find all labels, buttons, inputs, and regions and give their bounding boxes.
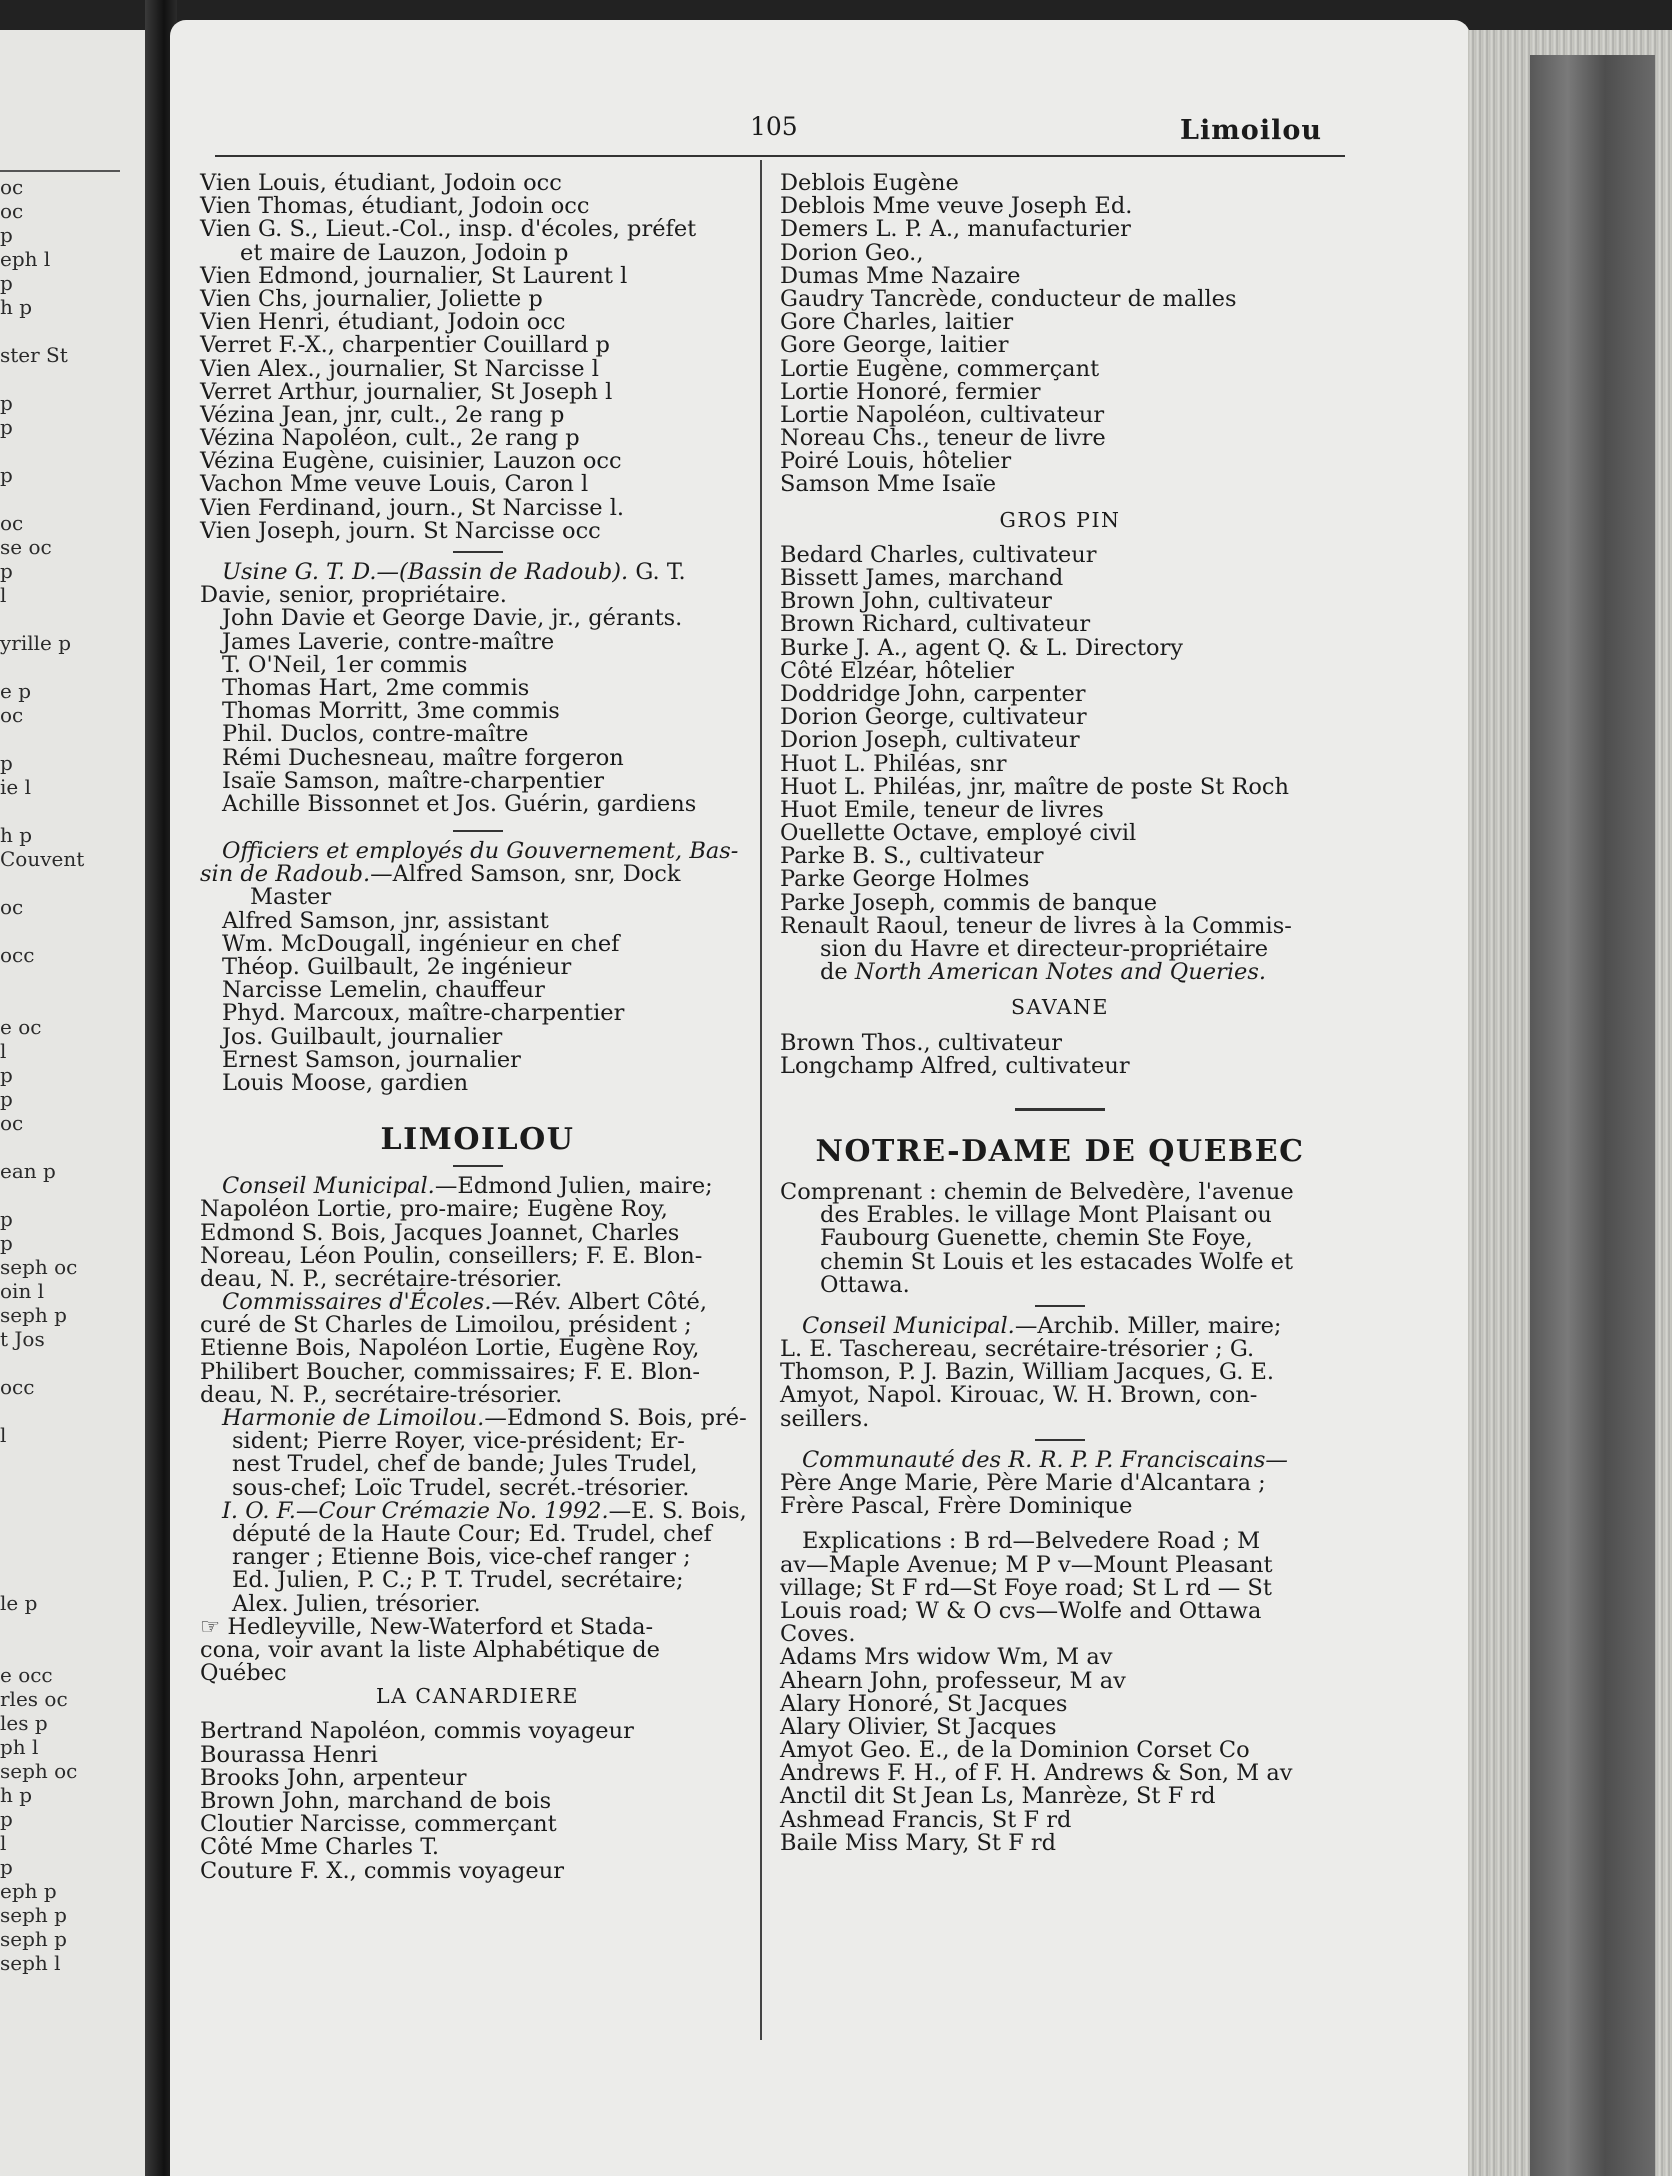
directory-entry: Poiré Louis, hôtelier bbox=[780, 448, 1012, 475]
directory-entry: Huot L. Philéas, jnr, maître de poste St Roch bbox=[780, 773, 1290, 800]
directory-entry: Alary Olivier, St Jacques bbox=[780, 1713, 1057, 1740]
previous-page-line: occ bbox=[0, 943, 35, 967]
staff-entry: Louis Moose, gardien bbox=[222, 1069, 469, 1096]
paragraph-line: nest Trudel, chef de bande; Jules Trudel, bbox=[232, 1451, 698, 1478]
previous-page-line bbox=[0, 1351, 145, 1375]
paragraph-line: Noreau, Léon Poulin, conseillers; F. E. Blon- bbox=[200, 1242, 703, 1269]
previous-page-line: p bbox=[0, 1063, 13, 1087]
directory-entry: Ouellette Octave, employé civil bbox=[780, 820, 1137, 847]
previous-page-line: h p bbox=[0, 823, 33, 847]
previous-page-line bbox=[0, 919, 145, 943]
canardiere-entries bbox=[200, 1720, 755, 1882]
directory-entry: Bedard Charles, cultivateur bbox=[780, 541, 1097, 568]
previous-page-line bbox=[0, 1615, 145, 1639]
staff-entry: Ernest Samson, journalier bbox=[222, 1046, 521, 1073]
paragraph-line: ranger ; Etienne Bois, vice-chef ranger ; bbox=[232, 1544, 691, 1571]
previous-page-line bbox=[0, 967, 145, 991]
previous-page-rule bbox=[0, 170, 120, 172]
iof-paragraph: I. O. F.—Cour Crémazie No. 1992.—E. S. Bois, bbox=[222, 1497, 747, 1524]
officiers-title: Officiers et employés du Gouvernement, Bas- bbox=[222, 838, 739, 865]
directory-entry: Adams Mrs widow Wm, M av bbox=[780, 1644, 1113, 1671]
paragraph-line: sident; Pierre Royer, vice-président; Er- bbox=[232, 1428, 685, 1455]
usine-title: Usine G. T. D.—(Bassin de Radoub). G. T. bbox=[222, 559, 686, 585]
previous-page-line bbox=[0, 607, 145, 631]
directory-entry: Vien Chs, journalier, Joliette p bbox=[200, 285, 543, 312]
harmonie-paragraph: Harmonie de Limoilou.—Edmond S. Bois, pré- bbox=[222, 1405, 747, 1431]
paragraph-line: sous-chef; Loïc Trudel, secrét.-trésorier. bbox=[232, 1474, 690, 1501]
directory-entry: Lortie Honoré, fermier bbox=[780, 378, 1041, 405]
directory-entry: Gaudry Tancrède, conducteur de malles bbox=[780, 285, 1237, 312]
previous-page-line bbox=[0, 1519, 145, 1543]
running-head: Limoilou bbox=[1180, 115, 1322, 146]
previous-page-line: l bbox=[0, 583, 7, 607]
previous-page-line bbox=[0, 439, 145, 463]
paragraph-line: L. E. Taschereau, secrétaire-trésorier ; G. bbox=[780, 1336, 1255, 1363]
gros-pin-entries bbox=[780, 541, 1340, 986]
previous-page-line: e oc bbox=[0, 1015, 42, 1039]
directory-entry: Vien Edmond, journalier, St Laurent l bbox=[200, 262, 628, 289]
paragraph-line: seillers. bbox=[780, 1405, 870, 1432]
directory-entry-continuation: et maire de Lauzon, Jodoin p bbox=[240, 239, 569, 266]
previous-page-line: ph l bbox=[0, 1735, 39, 1759]
book-cover-edge bbox=[1530, 55, 1655, 2176]
section-rule bbox=[453, 551, 503, 553]
directory-entry: Vien Thomas, étudiant, Jodoin occ bbox=[200, 193, 590, 220]
directory-entry: Brown Richard, cultivateur bbox=[780, 611, 1091, 638]
paragraph-line: cona, voir avant la liste Alphabétique de bbox=[200, 1636, 660, 1663]
directory-entry: Huot Emile, teneur de livres bbox=[780, 796, 1104, 823]
paragraph-line: deau, N. P., secrétaire-trésorier. bbox=[200, 1381, 563, 1408]
previous-page-line: e occ bbox=[0, 1663, 53, 1687]
directory-entry: Ahearn John, professeur, M av bbox=[780, 1667, 1126, 1694]
previous-page-lines bbox=[0, 175, 145, 1975]
previous-page-line bbox=[0, 655, 145, 679]
directory-entry: Longchamp Alfred, cultivateur bbox=[780, 1052, 1130, 1079]
directory-entry: Gore Charles, laitier bbox=[780, 309, 1014, 336]
previous-page-line bbox=[0, 871, 145, 895]
previous-page-line: ie l bbox=[0, 775, 31, 799]
previous-page-line: p bbox=[0, 1231, 13, 1255]
directory-entry: Vien Joseph, journ. St Narcisse occ bbox=[200, 517, 601, 544]
previous-page-fragment bbox=[0, 30, 145, 2176]
previous-page-line: p bbox=[0, 271, 13, 295]
previous-page-line: p bbox=[0, 559, 13, 583]
directory-entry: Vézina Jean, jnr, cult., 2e rang p bbox=[200, 401, 565, 428]
previous-page-line bbox=[0, 1495, 145, 1519]
directory-entry: Cloutier Narcisse, commerçant bbox=[200, 1811, 557, 1838]
previous-page-line bbox=[0, 487, 145, 511]
previous-page-line: oc bbox=[0, 199, 24, 223]
previous-page-line: oc bbox=[0, 511, 24, 535]
paragraph-line: Thomson, P. J. Bazin, William Jacques, G. E. bbox=[780, 1359, 1275, 1386]
gros-pin-heading: GROS PIN bbox=[999, 507, 1121, 532]
previous-page-line: le p bbox=[0, 1591, 38, 1615]
left-column bbox=[200, 172, 755, 1883]
directory-entry: Doddridge John, carpenter bbox=[780, 680, 1086, 707]
previous-page-line: oc bbox=[0, 703, 24, 727]
header-rule bbox=[215, 155, 1345, 157]
previous-page-line: p bbox=[0, 415, 13, 439]
previous-page-line bbox=[0, 1135, 145, 1159]
previous-page-line: seph p bbox=[0, 1903, 67, 1927]
directory-entry: Baile Miss Mary, St F rd bbox=[780, 1829, 1057, 1856]
directory-entry: Vien Henri, étudiant, Jodoin occ bbox=[200, 309, 566, 336]
directory-entry: Vien Louis, étudiant, Jodoin occ bbox=[200, 170, 562, 196]
paragraph-line: Frère Pascal, Frère Dominique bbox=[780, 1493, 1133, 1520]
staff-entry: Achille Bissonnet et Jos. Guérin, gardiens bbox=[222, 790, 697, 817]
staff-entry: John Davie et George Davie, jr., gérants. bbox=[222, 605, 683, 632]
previous-page-line bbox=[0, 1567, 145, 1591]
section-rule bbox=[1035, 1439, 1085, 1441]
directory-entry: Andrews F. H., of F. H. Andrews & Son, M av bbox=[780, 1760, 1293, 1787]
paragraph-line: Québec bbox=[200, 1660, 287, 1687]
directory-entry: Alary Honoré, St Jacques bbox=[780, 1690, 1068, 1717]
paragraph-line: curé de St Charles de Limoilou, président ; bbox=[200, 1312, 692, 1339]
paragraph-line: Philibert Boucher, commissaires; F. E. Blon- bbox=[200, 1358, 701, 1385]
paragraph-line: des Erables. le village Mont Plaisant ou bbox=[820, 1202, 1272, 1229]
previous-page-line: p bbox=[0, 391, 13, 415]
staff-entry: Rémi Duchesneau, maître forgeron bbox=[222, 744, 624, 771]
previous-page-line: e p bbox=[0, 679, 31, 703]
staff-entry: T. O'Neil, 1er commis bbox=[222, 651, 468, 678]
officiers-title-cont: Master bbox=[250, 884, 332, 911]
directory-entry: Parke Joseph, commis de banque bbox=[780, 889, 1158, 916]
savane-heading: SAVANE bbox=[1011, 995, 1109, 1020]
commissaires-paragraph: Commissaires d'Écoles.—Rév. Albert Côté, bbox=[222, 1289, 707, 1316]
paragraph-line: Edmond S. Bois, Jacques Joannet, Charles bbox=[200, 1219, 680, 1246]
staff-entry: Narcisse Lemelin, chauffeur bbox=[222, 977, 545, 1004]
directory-entry: Brown John, cultivateur bbox=[780, 588, 1052, 615]
savane-entries bbox=[780, 1029, 1340, 1079]
canardiere-heading: LA CANARDIERE bbox=[376, 1684, 579, 1709]
previous-page-line: p bbox=[0, 463, 13, 487]
page-number: 105 bbox=[750, 112, 798, 141]
previous-page-line: ster St bbox=[0, 343, 68, 367]
directory-entry: Dorion George, cultivateur bbox=[780, 704, 1087, 731]
directory-entry: Lortie Eugène, commerçant bbox=[780, 355, 1100, 382]
previous-page-line: eph l bbox=[0, 247, 51, 271]
officiers-title-cont: sin de Radoub.—Alfred Samson, snr, Dock bbox=[200, 861, 681, 888]
previous-page-line: ean p bbox=[0, 1159, 56, 1183]
previous-page-line: les p bbox=[0, 1711, 48, 1735]
previous-page-line: rles oc bbox=[0, 1687, 68, 1711]
notre-dame-entries bbox=[780, 1646, 1340, 1855]
section-rule bbox=[1035, 1305, 1085, 1307]
directory-entry: Demers L. P. A., manufacturier bbox=[780, 216, 1131, 243]
previous-page-line bbox=[0, 319, 145, 343]
directory-entry: Brown Thos., cultivateur bbox=[780, 1029, 1063, 1056]
previous-page-line bbox=[0, 991, 145, 1015]
directory-entry: Dorion Geo., bbox=[780, 239, 924, 266]
directory-entry: Vézina Eugène, cuisinier, Lauzon occ bbox=[200, 448, 622, 475]
directory-entry: Vien Alex., journalier, St Narcisse l bbox=[200, 355, 599, 382]
previous-page-line bbox=[0, 367, 145, 391]
hedleyville-note: ☞ Hedleyville, New-Waterford et Stada- bbox=[200, 1613, 654, 1640]
directory-entry: Verret Arthur, journalier, St Joseph l bbox=[200, 378, 613, 405]
section-rule bbox=[453, 1165, 503, 1167]
directory-entry: Brown John, marchand de bois bbox=[200, 1788, 552, 1814]
staff-entry: Wm. McDougall, ingénieur en chef bbox=[222, 930, 620, 957]
previous-page-line: occ bbox=[0, 1375, 35, 1399]
section-rule bbox=[453, 830, 503, 832]
paragraph-line: Alex. Julien, trésorier. bbox=[232, 1590, 481, 1617]
nd-conseil-paragraph: Conseil Municipal.—Archib. Miller, maire; bbox=[802, 1312, 1282, 1339]
previous-page-line bbox=[0, 727, 145, 751]
previous-page-line: p bbox=[0, 1807, 13, 1831]
directory-entry: Brooks John, arpenteur bbox=[200, 1764, 467, 1791]
directory-entry: Lortie Napoléon, cultivateur bbox=[780, 401, 1105, 428]
previous-page-line bbox=[0, 1447, 145, 1471]
previous-page-line: oc bbox=[0, 1111, 24, 1135]
previous-page-line: l bbox=[0, 1039, 7, 1063]
directory-entry-continuation: de North American Notes and Queries. bbox=[820, 959, 1267, 986]
paragraph-line: chemin St Louis et les estacades Wolfe et bbox=[820, 1248, 1294, 1275]
directory-entry: Vézina Napoléon, cult., 2e rang p bbox=[200, 425, 580, 452]
directory-entry: Parke B. S., cultivateur bbox=[780, 843, 1044, 870]
previous-page-line bbox=[0, 1639, 145, 1663]
previous-page-line: oc bbox=[0, 175, 24, 199]
previous-page-line: t Jos bbox=[0, 1327, 45, 1351]
conseil-paragraph: Conseil Municipal.—Edmond Julien, maire; bbox=[222, 1173, 713, 1200]
previous-page-line: p bbox=[0, 1087, 13, 1111]
top-entries bbox=[780, 172, 1340, 497]
paragraph-line: Amyot, Napol. Kirouac, W. H. Brown, con- bbox=[780, 1382, 1258, 1409]
previous-page-line: h p bbox=[0, 295, 33, 319]
directory-entry: Deblois Eugène bbox=[780, 170, 959, 196]
previous-page-line: seph oc bbox=[0, 1255, 78, 1279]
directory-entry: Noreau Chs., teneur de livre bbox=[780, 425, 1106, 452]
paragraph-line: Napoléon Lortie, pro-maire; Eugène Roy, bbox=[200, 1196, 668, 1223]
paragraph-line: député de la Haute Cour; Ed. Trudel, chef bbox=[232, 1520, 712, 1547]
directory-entry: Côté Mme Charles T. bbox=[200, 1834, 440, 1861]
previous-page-line bbox=[0, 799, 145, 823]
directory-entry: Parke George Holmes bbox=[780, 866, 1030, 893]
explications-line: Explications : B rd—Belvedere Road ; M bbox=[802, 1528, 1261, 1555]
notre-dame-heading: NOTRE-DAME DE QUEBEC bbox=[815, 1133, 1305, 1169]
previous-page-line: h p bbox=[0, 1783, 33, 1807]
directory-entry: Burke J. A., agent Q. & L. Directory bbox=[780, 634, 1184, 661]
previous-page-line: seph p bbox=[0, 1927, 67, 1951]
staff-entry: Alfred Samson, jnr, assistant bbox=[222, 907, 549, 934]
staff-entry: Phil. Duclos, contre-maître bbox=[222, 721, 529, 748]
previous-page-line: seph oc bbox=[0, 1759, 78, 1783]
staff-entry: Thomas Hart, 2me commis bbox=[222, 674, 530, 701]
explications-line: Louis road; W & O cvs—Wolfe and Ottawa bbox=[780, 1597, 1262, 1624]
right-column bbox=[780, 172, 1340, 1855]
directory-entry: Huot L. Philéas, snr bbox=[780, 750, 1007, 777]
previous-page-line: yrille p bbox=[0, 631, 72, 655]
previous-page-line: p bbox=[0, 751, 13, 775]
previous-page-line: p bbox=[0, 1855, 13, 1879]
column-divider bbox=[760, 160, 762, 2040]
directory-entry: Deblois Mme veuve Joseph Ed. bbox=[780, 193, 1133, 220]
previous-page-line: p bbox=[0, 223, 13, 247]
previous-page-line bbox=[0, 1543, 145, 1567]
explications-line: av—Maple Avenue; M P v—Mount Pleasant bbox=[780, 1551, 1273, 1578]
previous-page-line: l bbox=[0, 1423, 7, 1447]
staff-entry: Théop. Guilbault, 2e ingénieur bbox=[222, 954, 572, 980]
directory-entry: Renault Raoul, teneur de livres à la Commis- bbox=[780, 912, 1292, 939]
directory-entry: Bertrand Napoléon, commis voyageur bbox=[200, 1718, 634, 1745]
explications-line: Coves. bbox=[780, 1621, 856, 1648]
staff-entry: Isaïe Samson, maître-charpentier bbox=[222, 767, 605, 794]
directory-entry-continuation: sion du Havre et directeur-propriétaire bbox=[820, 936, 1269, 962]
paragraph-line: Ed. Julien, P. C.; P. T. Trudel, secrétaire; bbox=[232, 1567, 684, 1594]
officiers-staff bbox=[200, 907, 755, 1096]
directory-entry: Bissett James, marchand bbox=[780, 565, 1064, 591]
staff-entry: Thomas Morritt, 3me commis bbox=[222, 698, 560, 725]
directory-entry: Gore George, laitier bbox=[780, 332, 1009, 359]
limoilou-heading: LIMOILOU bbox=[380, 1122, 575, 1158]
paragraph-line: Comprenant : chemin de Belvedère, l'avenue bbox=[780, 1178, 1294, 1205]
previous-page-line: oin l bbox=[0, 1279, 45, 1303]
paragraph-line: deau, N. P., secrétaire-trésorier. bbox=[200, 1265, 563, 1292]
previous-page-line: l bbox=[0, 1831, 7, 1855]
staff-entry: Phyd. Marcoux, maître-charpentier bbox=[222, 1000, 625, 1027]
explications-line: village; St F rd—St Foye road; St L rd — St bbox=[780, 1574, 1272, 1601]
previous-page-line: seph l bbox=[0, 1951, 61, 1975]
directory-entry: Anctil dit St Jean Ls, Manrèze, St F rd bbox=[780, 1783, 1216, 1810]
staff-entry: James Laverie, contre-maître bbox=[222, 628, 555, 655]
previous-page-line: p bbox=[0, 1207, 13, 1231]
directory-entry: Samson Mme Isaïe bbox=[780, 471, 997, 498]
paragraph-line: Faubourg Guenette, chemin Ste Foye, bbox=[820, 1225, 1253, 1252]
previous-page-line bbox=[0, 1183, 145, 1207]
directory-entry: Ashmead Francis, St F rd bbox=[780, 1806, 1072, 1833]
previous-page-line: eph p bbox=[0, 1879, 57, 1903]
paragraph-line: Etienne Bois, Napoléon Lortie, Eugène Roy, bbox=[200, 1335, 700, 1362]
paragraph-line: Père Ange Marie, Père Marie d'Alcantara ; bbox=[780, 1470, 1266, 1496]
pointing-hand-icon: ☞ bbox=[200, 1613, 221, 1640]
directory-entry: Bourassa Henri bbox=[200, 1741, 378, 1768]
directory-entry: Côté Elzéar, hôtelier bbox=[780, 657, 1014, 684]
previous-page-line: Couvent bbox=[0, 847, 85, 871]
previous-page-line bbox=[0, 1399, 145, 1423]
directory-entry: Vachon Mme veuve Louis, Caron l bbox=[200, 471, 589, 498]
vien-entries bbox=[200, 172, 755, 543]
staff-entry: Jos. Guilbault, journalier bbox=[222, 1023, 503, 1050]
usine-staff bbox=[200, 607, 755, 816]
usine-title-cont: Davie, senior, propriétaire. bbox=[200, 582, 507, 609]
communaute-title: Communauté des R. R. P. P. Franciscains— bbox=[802, 1446, 1288, 1473]
previous-page-line: oc bbox=[0, 895, 24, 919]
paragraph-line: Ottawa. bbox=[820, 1271, 910, 1298]
directory-entry: Dumas Mme Nazaire bbox=[780, 262, 1021, 289]
previous-page-line bbox=[0, 1471, 145, 1495]
directory-entry: Couture F. X., commis voyageur bbox=[200, 1857, 564, 1884]
directory-entry: Vien G. S., Lieut.-Col., insp. d'écoles, préfet bbox=[200, 216, 697, 243]
directory-entry: Verret F.-X., charpentier Couillard p bbox=[200, 332, 610, 359]
previous-page-line: seph p bbox=[0, 1303, 67, 1327]
directory-entry: Amyot Geo. E., de la Dominion Corset Co bbox=[780, 1737, 1250, 1764]
previous-page-line: se oc bbox=[0, 535, 52, 559]
directory-entry: Dorion Joseph, cultivateur bbox=[780, 727, 1080, 754]
directory-entry: Vien Ferdinand, journ., St Narcisse l. bbox=[200, 494, 625, 521]
section-rule bbox=[1015, 1108, 1105, 1111]
